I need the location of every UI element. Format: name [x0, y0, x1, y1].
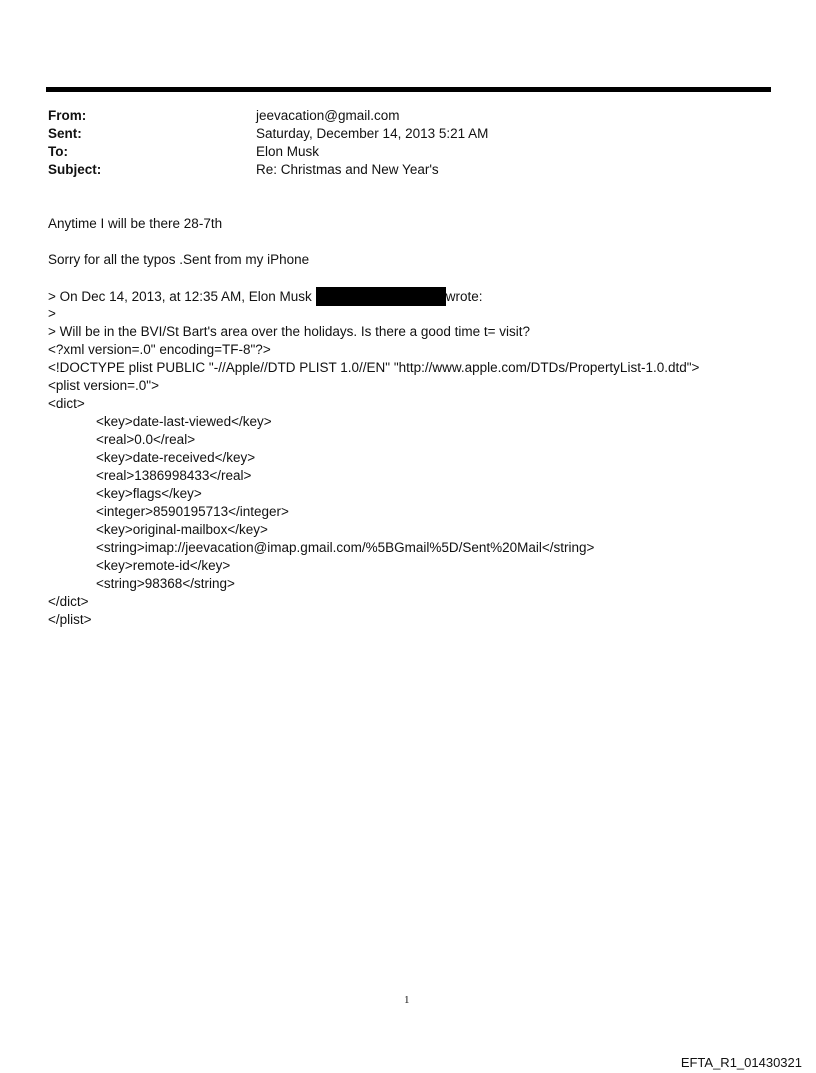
dict-close: </dict>: [48, 594, 89, 609]
plist-value-mailbox: <string>imap://jeevacation@imap.gmail.com/%5BGmail%5D/Sent%20Mail</string>: [96, 540, 595, 555]
plist-value-received: <real>1386998433</real>: [96, 468, 252, 483]
from-value: jeevacation@gmail.com: [256, 108, 400, 123]
redaction-block: [316, 287, 446, 306]
to-value: Elon Musk: [256, 144, 320, 159]
dict-open: <dict>: [48, 396, 85, 411]
subject-label: Subject:: [48, 162, 102, 177]
plist-key-date-received: <key>date-received</key>: [96, 450, 256, 465]
quote-message: > Will be in the BVI/St Bart's area over the holidays. Is there a good time t= visit?: [48, 324, 531, 339]
plist-open: <plist version=.0">: [48, 378, 159, 393]
sent-label: Sent:: [48, 126, 82, 141]
reply-line-1: Anytime I will be there 28-7th: [48, 216, 223, 231]
reply-line-2: Sorry for all the typos .Sent from my iPhone: [48, 252, 310, 267]
quote-header: [48, 287, 483, 306]
plist-key-flags: <key>flags</key>: [96, 486, 202, 501]
subject-value: Re: Christmas and New Year's: [256, 162, 439, 177]
page-number: 1: [404, 994, 410, 1006]
quote-suffix: wrote:: [445, 289, 483, 304]
plist-value-real: <real>0.0</real>: [96, 432, 196, 447]
plist-value-flags: <integer>8590195713</integer>: [96, 504, 289, 519]
bates-number: EFTA_R1_01430321: [680, 1055, 802, 1070]
quote-prefix: > On Dec 14, 2013, at 12:35 AM, Elon Musk: [48, 289, 312, 304]
quote-blank: >: [48, 306, 56, 321]
xml-declaration: <?xml version=.0" encoding=TF-8"?>: [48, 342, 271, 357]
plist-close: </plist>: [48, 612, 92, 627]
to-label: To:: [48, 144, 68, 159]
plist-key-original-mailbox: <key>original-mailbox</key>: [96, 522, 268, 537]
plist-key-date-last-viewed: <key>date-last-viewed</key>: [96, 414, 272, 429]
plist-key-remote-id: <key>remote-id</key>: [96, 558, 231, 573]
from-label: From:: [48, 108, 87, 123]
doctype-line: <!DOCTYPE plist PUBLIC "-//Apple//DTD PLIST 1.0//EN" "http://www.apple.com/DTDs/PropertyList-1.0.dtd">: [48, 360, 700, 375]
header-rule: [46, 87, 771, 92]
plist-value-remote-id: <string>98368</string>: [96, 576, 235, 591]
sent-value: Saturday, December 14, 2013 5:21 AM: [256, 126, 489, 141]
